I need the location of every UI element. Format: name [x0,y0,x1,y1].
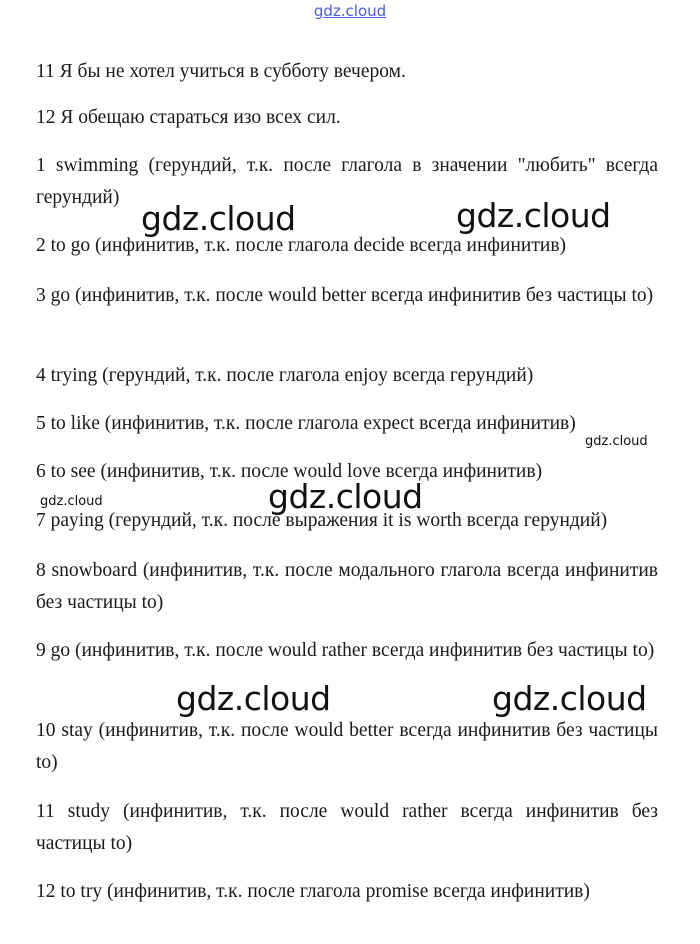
watermark: gdz.cloud [456,196,611,235]
answer-9: 9 go (инфинитив, т.к. после would rather всегда инфинитив без частицы to) [36,640,655,661]
watermark: gdz.cloud [492,679,647,718]
answer-1: 1 swimming (герундий, т.к. после глагола в значении "любить" всегда герундий) [36,155,658,208]
watermark: gdz.cloud [585,434,648,449]
answer-2: 2 to go (инфинитив, т.к. после глагола decide всегда инфинитив) [36,235,567,256]
text-line-11-ru: 11 Я бы не хотел учиться в субботу вечером. [36,61,406,82]
answer-5: 5 to like (инфинитив, т.к. после глагола expect всегда инфинитив) [36,413,576,434]
answer-12: 12 to try (инфинитив, т.к. после глагола promise всегда инфинитив) [36,881,590,902]
answer-6: 6 to see (инфинитив, т.к. после would love всегда инфинитив) [36,461,543,482]
watermark: gdz.cloud [141,199,296,238]
answer-4: 4 trying (герундий, т.к. после глагола enjoy всегда герундий) [36,365,534,386]
answer-11: 11 study (инфинитив, т.к. после would rather всегда инфинитив без частицы to) [36,801,658,854]
answer-8: 8 snowboard (инфинитив, т.к. после модального глагола всегда инфинитив без частицы to) [36,560,658,613]
watermark: gdz.cloud [268,477,423,516]
watermark: gdz.cloud [176,679,331,718]
answer-10: 10 stay (инфинитив, т.к. после would better всегда инфинитив без частицы to) [36,720,658,773]
watermark: gdz.cloud [40,494,103,509]
header-watermark: gdz.cloud [313,2,387,20]
answer-7: 7 paying (герундий, т.к. после выражения it is worth всегда герундий) [36,510,608,531]
text-line-12-ru: 12 Я обещаю стараться изо всех сил. [36,107,341,128]
answer-3: 3 go (инфинитив, т.к. после would better всегда инфинитив без частицы to) [36,285,654,306]
